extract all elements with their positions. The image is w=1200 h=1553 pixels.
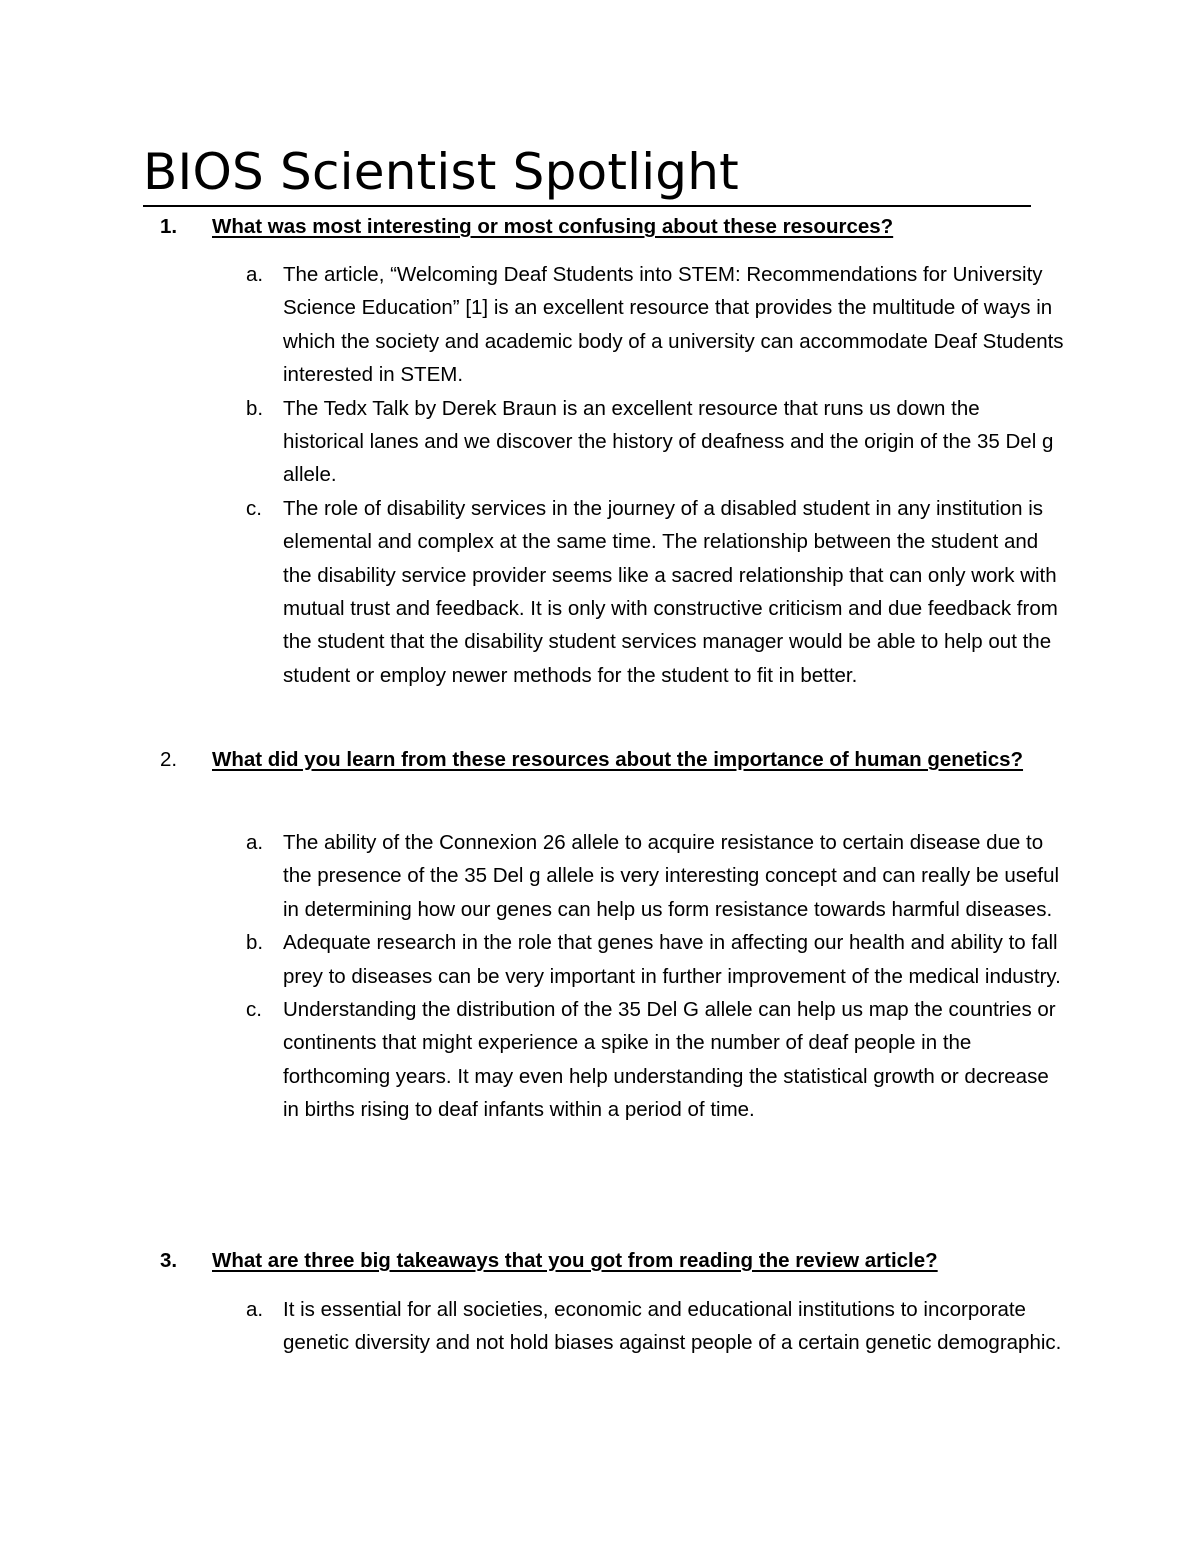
answer-letter: b. bbox=[246, 396, 264, 420]
answer-list-1 bbox=[246, 258, 1066, 692]
question-number: 1. bbox=[160, 215, 178, 238]
list-item bbox=[246, 1293, 1066, 1360]
answer-letter: c. bbox=[246, 496, 262, 520]
question-number: 3. bbox=[160, 1249, 178, 1272]
question-1 bbox=[160, 210, 1060, 244]
list-item bbox=[246, 392, 1066, 492]
answer-list-3 bbox=[246, 1293, 1066, 1360]
answer-text: Understanding the distribution of the 35 Del G allele can help us map the countries or continents that might experience a spike in the number of deaf people in the forthcoming years. It may even help understanding the statistical growth or decrease in births rising to deaf infants within a period of time. bbox=[283, 998, 1056, 1122]
question-number: 2. bbox=[160, 748, 178, 771]
list-item bbox=[246, 258, 1066, 392]
list-item bbox=[246, 492, 1066, 692]
answer-letter: a. bbox=[246, 1298, 264, 1321]
answer-text: The article, “Welcoming Deaf Students into STEM: Recommendations for University Science Education” [1] is an excellent resource that provides the multitude of ways in which the society and academic body of a university can accommodate Deaf Students interested in STEM. bbox=[283, 263, 1064, 387]
answer-letter: a. bbox=[246, 831, 264, 854]
answer-text: The role of disability services in the journey of a disabled student in any institution is elemental and complex at the same time. The relationship between the student and the disability service provider seems like a sacred relationship that can only work with mutual trust and feedback. It is only with constructive criticism and due feedback from the student that the disability student services manager would be able to help out the student or employ newer methods for the student to fit in better. bbox=[283, 496, 1058, 687]
answer-text: The ability of the Connexion 26 allele to acquire resistance to certain disease due to the presence of the 35 Del g allele is very interesting concept and can really be useful in determining how our genes can help us form resistance towards harmful diseases. bbox=[283, 831, 1060, 921]
question-2 bbox=[160, 743, 1060, 777]
answer-letter: a. bbox=[246, 263, 264, 286]
question-text: What are three big takeaways that you got from reading the review article? bbox=[212, 1249, 938, 1272]
answer-list-2 bbox=[246, 826, 1066, 1127]
list-item bbox=[246, 926, 1066, 993]
question-3 bbox=[160, 1244, 1060, 1278]
question-text: What did you learn from these resources about the importance of human genetics? bbox=[212, 748, 1024, 771]
question-text: What was most interesting or most confusing about these resources? bbox=[212, 215, 894, 238]
answer-letter: c. bbox=[246, 998, 262, 1022]
title-underline bbox=[143, 205, 1031, 207]
page-title: BIOS Scientist Spotlight bbox=[143, 143, 739, 201]
answer-text: The Tedx Talk by Derek Braun is an excellent resource that runs us down the historical lanes and we discover the history of deafness and the origin of the 35 Del g allele. bbox=[283, 396, 1054, 487]
answer-text: It is essential for all societies, economic and educational institutions to incorporate genetic diversity and not hold biases against people of a certain genetic demographic. bbox=[283, 1298, 1062, 1355]
list-item bbox=[246, 826, 1066, 926]
answer-letter: b. bbox=[246, 931, 264, 955]
list-item bbox=[246, 993, 1066, 1127]
answer-text: Adequate research in the role that genes have in affecting our health and ability to fall prey to diseases can be very important in further improvement of the medical industry. bbox=[283, 931, 1061, 988]
